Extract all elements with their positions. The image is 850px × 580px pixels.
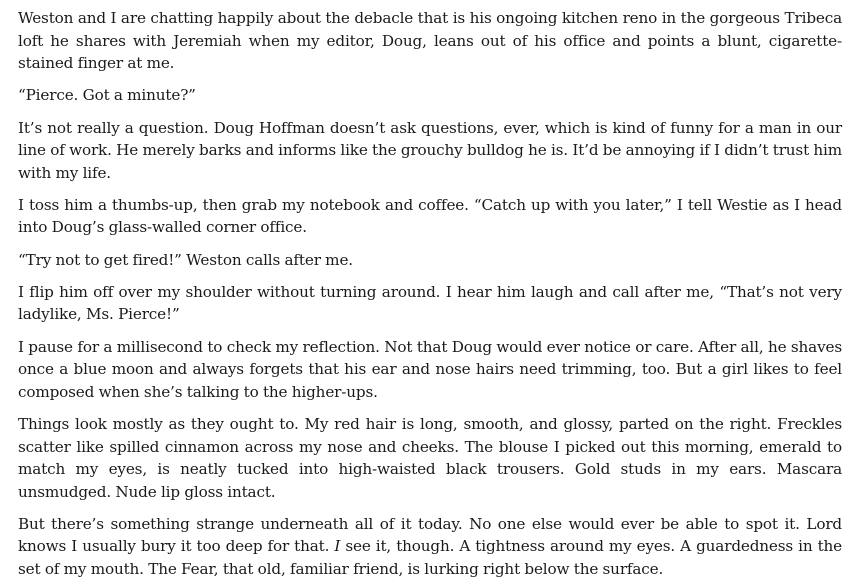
paragraph-6: I flip him off over my shoulder without turning around. I hear him laugh and call after me, “That’s not very ladylike, Ms. Pierce!” — [18, 282, 842, 324]
paragraph-9-part-1: But there’s something strange underneath all of it today. No one else would ever be able to spot it. Lord knows I usually bury it too deep for that. — [18, 514, 842, 556]
paragraph-9 — [18, 513, 842, 580]
paragraph-7: I pause for a millisecond to check my reflection. Not that Doug would ever notice or care. After all, he shaves once a blue moon and always forgets that his ear and nose hairs need trimming, too. But a girl likes to feel composed when she’s talking to the higher-ups. — [18, 337, 842, 401]
book-page-text — [18, 7, 842, 580]
paragraph-8: Things look mostly as they ought to. My red hair is long, smooth, and glossy, parted on the right. Freckles scatter like spilled cinnamon across my nose and cheeks. The blouse I picked out this morning, emerald to match my eyes, is neatly tucked into high-waisted black trousers. Gold studs in my ears. Mascara unsmudged. Nude lip gloss intact. — [18, 415, 842, 501]
paragraph-2: “Pierce. Got a minute?” — [18, 86, 196, 105]
paragraph-4: I toss him a thumbs-up, then grab my notebook and coffee. “Catch up with you later,” I tell Westie as I head into Doug’s glass-walled corner office. — [18, 195, 842, 237]
paragraph-5: “Try not to get fired!” Weston calls after me. — [18, 250, 353, 269]
paragraph-3: It’s not really a question. Doug Hoffman doesn’t ask questions, ever, which is kind of funny for a man in our line of work. He merely barks and informs like the grouchy bulldog he is. It’d be annoying if I didn’t trust him with my life. — [18, 118, 842, 182]
paragraph-1: Weston and I are chatting happily about the debacle that is his ongoing kitchen reno in the gorgeous Tribeca loft he shares with Jeremiah when my editor, Doug, leans out of his office and points a blunt, cigarette-stained finger at me. — [18, 9, 842, 72]
paragraph-9-emphasis: I — [334, 537, 341, 556]
paragraph-9-part-2: see it, though. A tightness around my eyes. A guardedness in the set of my mouth. The Fear, that old, familiar friend, is lurking right below the surface. — [18, 537, 843, 578]
